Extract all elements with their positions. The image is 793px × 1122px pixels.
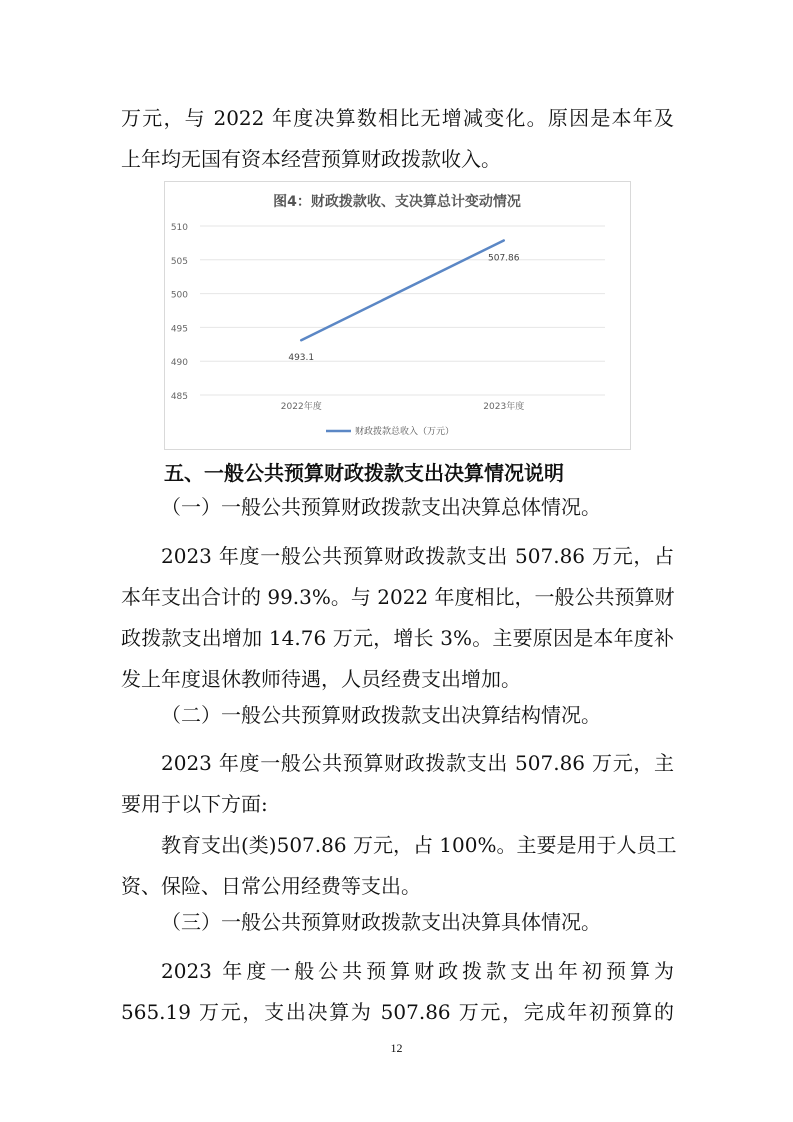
paragraph-line: 565.19 万元，支出决算为 507.86 万元，完成年初预算的 xyxy=(121,1000,674,1024)
paragraph-line: 上年均无国有资本经营预算财政拨款收入。 xyxy=(121,147,501,171)
y-tick-label: 510 xyxy=(170,223,188,233)
chart-title: 图4：财政拨款收、支决算总计变动情况 xyxy=(273,194,521,210)
paragraph-line: 万元，与 2022 年度决算数相比无增减变化。原因是本年及 xyxy=(121,106,674,130)
y-tick-label: 505 xyxy=(170,256,188,267)
paragraph-line: 政拨款支出增加 14.76 万元，增长 3%。主要原因是本年度补 xyxy=(121,626,674,650)
subsection-title: （二）一般公共预算财政拨款支出决算结构情况。 xyxy=(161,703,601,727)
y-tick-label: 490 xyxy=(170,358,188,369)
y-tick-label: 485 xyxy=(170,392,188,402)
line-chart xyxy=(164,181,631,450)
x-tick-label: 2022年度 xyxy=(280,402,322,412)
y-tick-label: 500 xyxy=(170,290,188,301)
paragraph-line: 本年支出合计的 99.3%。与 2022 年度相比，一般公共预算财 xyxy=(121,585,675,609)
chart-canvas xyxy=(165,182,630,449)
section-heading: 五、一般公共预算财政拨款支出决算情况说明 xyxy=(164,461,564,485)
data-label: 493.1 xyxy=(288,353,315,364)
paragraph-line: 要用于以下方面: xyxy=(121,792,268,816)
paragraph-line: 2023 年度一般公共预算财政拨款支出年初预算为 xyxy=(161,959,674,983)
subsection-title: （一）一般公共预算财政拨款支出决算总体情况。 xyxy=(161,495,601,519)
paragraph-line: 2023 年度一般公共预算财政拨款支出 507.86 万元，占 xyxy=(161,544,674,568)
paragraph-line: 资、保险、日常公用经费等支出。 xyxy=(121,874,421,898)
paragraph-line: 教育支出(类)507.86 万元，占 100%。主要是用于人员工 xyxy=(161,833,677,857)
data-label: 507.86 xyxy=(488,253,520,264)
y-tick-label: 495 xyxy=(170,324,188,335)
page-number: 12 xyxy=(390,1041,403,1055)
x-tick-label: 2023年度 xyxy=(483,402,525,412)
series-line xyxy=(301,240,504,340)
paragraph-line: 发上年度退休教师待遇，人员经费支出增加。 xyxy=(121,667,521,691)
paragraph-line: 2023 年度一般公共预算财政拨款支出 507.86 万元，主 xyxy=(161,751,674,775)
subsection-title: （三）一般公共预算财政拨款支出决算具体情况。 xyxy=(161,910,601,934)
legend-label: 财政拨款总收入（万元） xyxy=(355,427,455,437)
